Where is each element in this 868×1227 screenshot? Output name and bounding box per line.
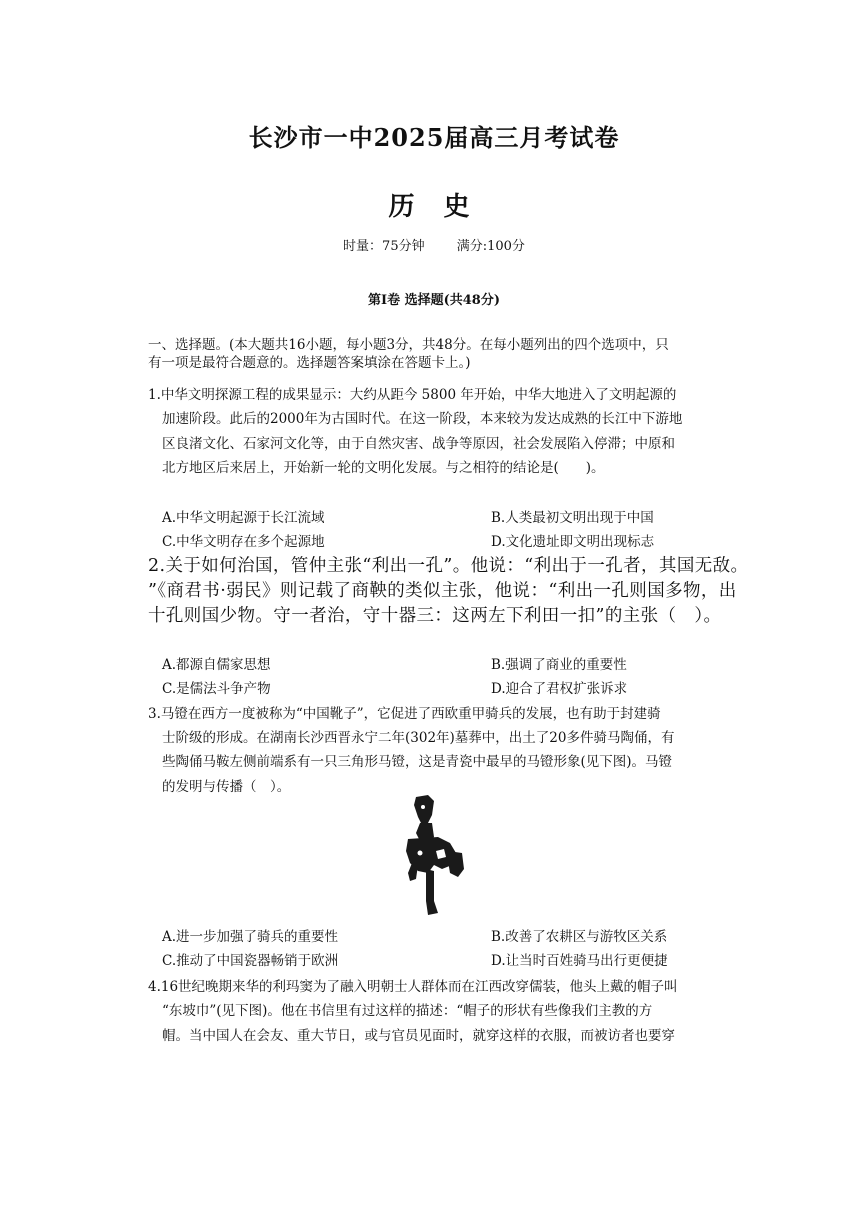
question-3-stem: 士阶级的形成。在湖南长沙西晋永宁二年(302年)墓葬中，出土了20多件骑马陶俑，有	[162, 730, 675, 746]
exam-timing	[0, 235, 868, 254]
subject-title: 历 史	[388, 192, 480, 222]
question-2-stem: 十孔则国少物。守一者治，守十器三：这两左下利田一扣”的主张（ ）。	[148, 606, 722, 626]
question-1-stem: 1.中华文明探源工程的成果显示：大约从距今 5800 年开始，中华大地进入了文明起源的	[148, 387, 677, 403]
question-3-option-a[interactable]: A.进一步加强了骑兵的重要性	[162, 929, 339, 945]
question-3-stem: 的发明与传播（ ）。	[162, 779, 291, 795]
question-1-option-b[interactable]: B.人类最初文明出现于中国	[491, 510, 654, 526]
question-1-stem: 加速阶段。此后的2000年为古国时代。在这一阶段，本来较为发达成熟的长江中下游地	[162, 411, 683, 427]
question-4-stem: 帽。当中国人在会友、重大节日，或与官员见面时，就穿这样的衣服，而被访者也要穿	[162, 1028, 675, 1044]
question-2-option-a[interactable]: A.都源自儒家思想	[162, 657, 271, 673]
full-score: 满分:100分	[456, 239, 525, 254]
question-3-stem: 3.马镫在西方一度被称为“中国靴子”，它促进了西欧重甲骑兵的发展，也有助于封建骑	[148, 706, 661, 722]
question-1-stem: 北方地区后来居上，开始新一轮的文明化发展。与之相符的结论是( )。	[162, 460, 605, 476]
question-3-stem: 些陶俑马鞍左侧前端系有一只三角形马镫，这是青瓷中最早的马镫形象(见下图)。马镫	[162, 754, 673, 770]
instructions-line: 有一项是最符合题意的。选择题答案填涂在答题卡上。)	[148, 355, 471, 371]
question-2-option-c[interactable]: C.是儒法斗争产物	[162, 681, 271, 697]
question-3-option-b[interactable]: B.改善了农耕区与游牧区关系	[491, 929, 668, 945]
question-2-stem: 2.关于如何治国，管仲主张“利出一孔”。他说：“利出于一孔者，其国无敌。	[148, 556, 749, 576]
question-3-option-c[interactable]: C.推动了中国瓷器畅销于欧洲	[162, 953, 339, 969]
time-limit: 时量：75分钟	[343, 239, 425, 254]
question-4-stem: 4.16世纪晚期来华的利玛窦为了融入明朝士人群体而在江西改穿儒装，他头上戴的帽子叫	[148, 979, 678, 995]
question-1-option-a[interactable]: A.中华文明起源于长江流域	[162, 510, 325, 526]
exam-title: 长沙市一中2025届高三月考试卷	[248, 123, 620, 152]
question-1-option-d[interactable]: D.文化遗址即文明出现标志	[491, 534, 655, 550]
horse-rider-figurine-image	[398, 793, 468, 918]
question-1-option-c[interactable]: C.中华文明存在多个起源地	[162, 534, 325, 550]
question-3-option-d[interactable]: D.让当时百姓骑马出行更便捷	[491, 953, 668, 969]
question-4-stem: “东坡巾”(见下图)。他在书信里有过这样的描述：“帽子的形状有些像我们主教的方	[162, 1003, 653, 1019]
instructions-line: 一、选择题。(本大题共16小题，每小题3分，共48分。在每小题列出的四个选项中，只	[148, 337, 669, 353]
question-1-stem: 区良渚文化、石家河文化等，由于自然灾害、战争等原因，社会发展陷入停滞；中原和	[162, 436, 675, 452]
question-2-option-b[interactable]: B.强调了商业的重要性	[491, 657, 627, 673]
question-2-option-d[interactable]: D.迎合了君权扩张诉求	[491, 681, 628, 697]
part-heading: 第Ⅰ卷 选择题(共48分)	[368, 293, 500, 308]
question-2-stem: ”《商君书·弱民》则记载了商鞅的类似主张，他说：“利出一孔则国多物，出	[148, 581, 737, 601]
